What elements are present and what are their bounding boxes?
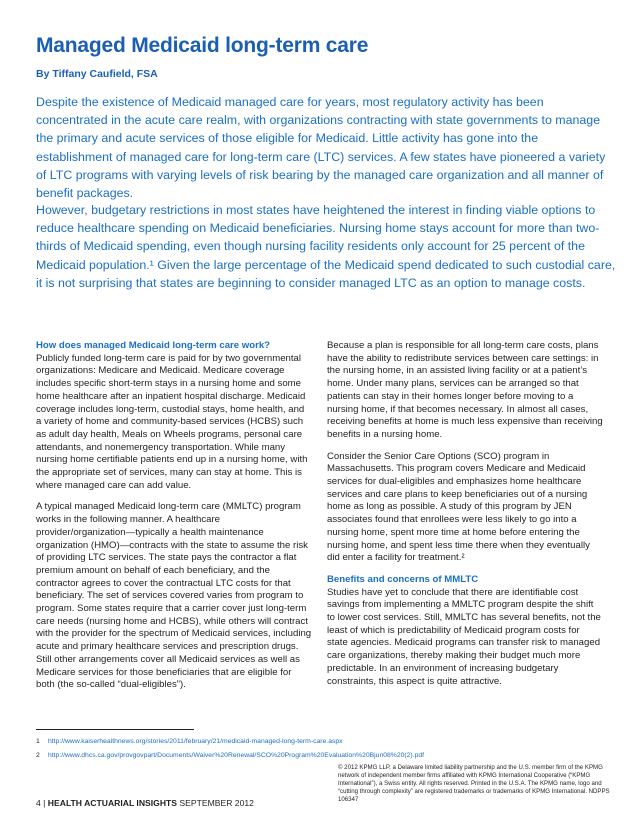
section-heading: Benefits and concerns of MMLTC <box>327 573 479 585</box>
body-paragraph: Publicly funded long-term care is paid for by two governmental organizations: Medicare and Medicaid. Medicare coverage includes specific short-term stays in a nursing home and some home healthcare after an inpatient hospital discharge. Medicaid coverage includes long-term, custodial stays, home health, and a variety of home and community-based services (HCBS) such as adult day health, Meals on Wheels programs, personal care attendants, and nonemergency transportation. While many nursing home certifiable patients end up in a nursing home, with the appropriate set of services, many can stay at home. This is where managed care can add value. <box>36 352 308 491</box>
footnote-1 <box>36 737 343 746</box>
body-paragraph: Because a plan is responsible for all long-term care costs, plans have the ability to redistribute services between care settings: in the nursing home, in an assisted living facility or at a patient’s home. Under many plans, services can be arranged so that patients can stay in their homes longer before moving to a nursing home, if that becomes necessary. In almost all cases, receiving benefits at home is much less expensive than receiving benefits in a nursing home. <box>327 340 603 440</box>
author-byline: By Tiffany Caufield, FSA <box>36 68 158 80</box>
footnote-number: 2 <box>36 752 40 759</box>
intro-paragraph-2: However, budgetary restrictions in most states have heightened the interest in finding viable options to reduce healthcare spending on Medicaid beneficiaries. Nursing home stays account for more than two-thirds of Medicaid spending, even though nursing facility residents only account for 25 percent of the Medicaid population.¹ Given the large percentage of the Medicaid spend dedicated to such custodial care, it is not surprising that states are beginning to consider managed LTC as an option to manage costs. <box>36 203 616 290</box>
right-column <box>327 340 603 697</box>
left-column <box>36 340 312 701</box>
publication-date: SEPTEMBER 2012 <box>177 798 254 808</box>
footnote-link[interactable]: http://www.kaiserhealthnews.org/stories/2011/february/21/medicaid-managed-long-term-care.aspx <box>48 738 343 745</box>
section-heading: How does managed Medicaid long-term care work? <box>36 340 271 351</box>
publication-name: HEALTH ACTUARIAL INSIGHTS <box>47 798 178 808</box>
page-number: 4 | <box>36 798 48 808</box>
footnote-link[interactable]: http://www.dhcs.ca.gov/provgovpart/Documents/Waiver%20Renewal/SCO%20Program%20Evaluation%20Bjun08%20(2).pdf <box>48 752 425 759</box>
footnote-divider <box>36 729 194 730</box>
body-paragraph: A typical managed Medicaid long-term care (MMLTC) program works in the following manner. A healthcare provider/organization—typically a health maintenance organization (HMO)—contracts with the state to assume the risk of providing LTC services. The state pays the contractor a flat premium amount on behalf of each beneficiary, and the contractor agrees to cover the contractual LTC costs for that beneficiary. The set of services covered varies from program to program. Some states require that a carrier cover just long-term care needs (nursing home and HCBS), while others will contract with the provider for the spectrum of Medicaid services, including acute and primary healthcare services and prescription drugs. Still other arrangements cover all Medicaid services as well as Medicare services for those beneficiaries that are eligible for both (the so-called “dual-eligibles”). <box>36 501 312 691</box>
article-title: Managed Medicaid long-term care <box>36 34 369 57</box>
body-paragraph: Consider the Senior Care Options (SCO) program in Massachusetts. This program covers Medicare and Medicaid services for dual-eligibles and emphasizes home healthcare services and care plans to keep beneficiaries out of a nursing home as long as possible. A study of this program by JEN associates found that enrollees were less likely to go into a nursing home, spent more time at home before entering the nursing home, and spent less time there when they eventually did enter a facility for treatment.² <box>327 450 590 564</box>
body-paragraph: Studies have yet to conclude that there are identifiable cost savings from implementing a MMLTC program despite the shift to lower cost services. Still, MMLTC has several benefits, not the least of which is predictability of Medicaid program costs for state agencies. Medicaid programs can transfer risk to managed care organizations, thereby making their budget much more predictable. In an environment of increasing budgetary constraints, this aspect is quite attractive. <box>327 586 601 687</box>
footnote-2 <box>36 751 424 760</box>
intro-paragraph-1: Despite the existence of Medicaid managed care for years, most regulatory activity has been concentrated in the acute care realm, with organizations contracting with state governments to manage the primary and acute services of those eligible for Medicaid. Little activity has gone into the establishment of managed care for long-term care (LTC) services. A few states have pioneered a variety of LTC programs with varying levels of risk bearing by the managed care organization and all manner of benefit packages. <box>36 95 606 201</box>
page-footer <box>36 798 254 808</box>
copyright-notice: © 2012 KPMG LLP, a Delaware limited liability partnership and the U.S. member firm of the KPMG network of independent member firms affiliated with KPMG International Cooperative (“KPMG International”), a Swiss entity. All rights reserved. Printed in the U.S.A. The KPMG name, logo and “cutting through complexity” are registered trademarks or trademarks of KPMG International. NDPPS 106347 <box>338 764 610 803</box>
footnote-number: 1 <box>36 738 40 745</box>
